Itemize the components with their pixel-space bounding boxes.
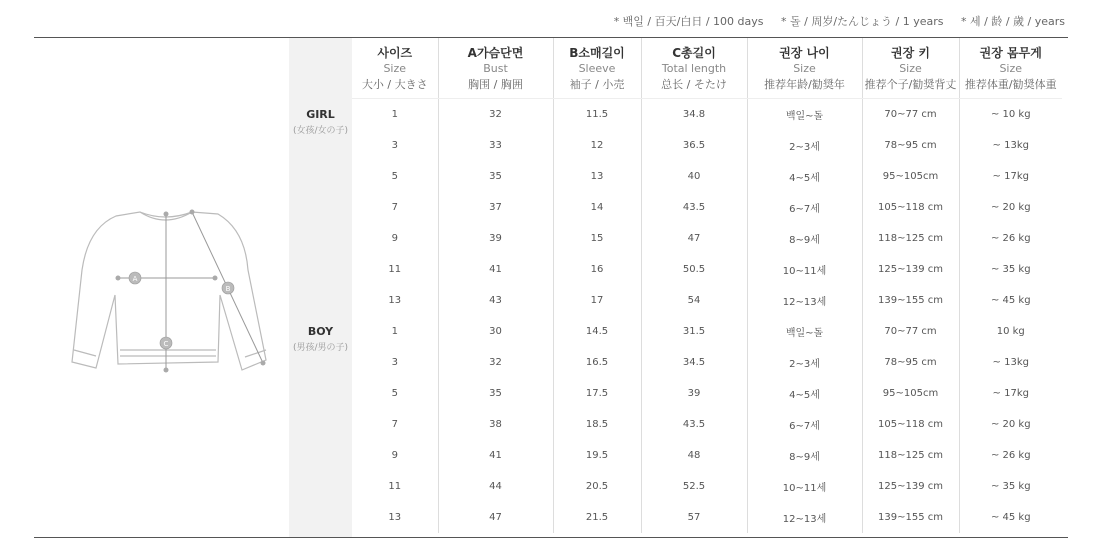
- table-cell: ~ 20 kg: [990, 202, 1031, 213]
- column-header-t2: Total length: [661, 62, 727, 75]
- column-header: [438, 38, 553, 99]
- table-row: [352, 130, 1062, 161]
- table-cell: 5: [352, 378, 438, 409]
- column-header-t1: 권장 나이: [779, 46, 830, 60]
- column-header-t2: Size: [999, 62, 1023, 75]
- table-cell: 43.5: [641, 409, 747, 440]
- table-cell: ~ 26 kg: [990, 450, 1031, 461]
- table-cell: 17: [553, 285, 641, 316]
- table-cell: 8~9세: [747, 223, 862, 254]
- table-cell: 7: [352, 192, 438, 223]
- table-cell: 57: [641, 502, 747, 533]
- group-girl: [289, 108, 352, 136]
- table-cell: 35: [438, 161, 553, 192]
- table-cell: 14: [553, 192, 641, 223]
- column-header: [959, 38, 1062, 99]
- table-cell: 52.5: [641, 471, 747, 502]
- size-legend: [600, 13, 1065, 29]
- column-header-t1: C총길이: [672, 46, 716, 60]
- table-cell: 41: [438, 254, 553, 285]
- column-header-t3: 大小 / 大きさ: [361, 78, 428, 91]
- table-cell: 16: [553, 254, 641, 285]
- table-body: [352, 99, 1062, 534]
- table-row: [352, 471, 1062, 502]
- column-header-t2: Sleeve: [578, 62, 616, 75]
- table-row: [352, 223, 1062, 254]
- table-cell: 47: [641, 223, 747, 254]
- table-cell: 105~118 cm: [862, 409, 959, 440]
- table-cell: 5: [352, 161, 438, 192]
- table-cell: 43: [438, 285, 553, 316]
- table-cell: 40: [641, 161, 747, 192]
- table-cell: 41: [438, 440, 553, 471]
- table-cell: 21.5: [553, 502, 641, 533]
- column-header-t2: Bust: [483, 62, 508, 75]
- marker-b-label: B: [225, 285, 231, 293]
- table-cell: ~ 13kg: [992, 140, 1029, 151]
- table-row: [352, 99, 1062, 131]
- legend-100days: * 백일 / 百天/白日 / 100 days: [613, 15, 764, 28]
- table-cell: 34.5: [641, 347, 747, 378]
- column-header-t1: A가슴단면: [467, 46, 524, 60]
- column-header: [641, 38, 747, 99]
- table-cell: 2~3세: [747, 347, 862, 378]
- table-cell: 118~125 cm: [862, 223, 959, 254]
- table-cell: 48: [641, 440, 747, 471]
- table-cell: 3: [352, 130, 438, 161]
- table-cell: ~ 45 kg: [990, 512, 1031, 523]
- table-row: [352, 409, 1062, 440]
- table-cell: 4~5세: [747, 378, 862, 409]
- table-cell: 33: [438, 130, 553, 161]
- table-cell: 70~77 cm: [862, 316, 959, 347]
- table-cell: 13: [352, 502, 438, 533]
- table-row: [352, 378, 1062, 409]
- table-cell: 35: [438, 378, 553, 409]
- column-header-t3: 推荐年龄/勧奨年: [764, 78, 845, 91]
- bottom-divider: [34, 537, 1068, 538]
- column-header-t1: 사이즈: [377, 46, 413, 60]
- table-cell: 9: [352, 440, 438, 471]
- table-cell: 39: [438, 223, 553, 254]
- sweater-measurement-diagram: [60, 200, 280, 385]
- column-header-t3: 推荐体重/勧奨体重: [964, 78, 1057, 91]
- table-cell: 16.5: [553, 347, 641, 378]
- table-cell: 14.5: [553, 316, 641, 347]
- table-cell: 78~95 cm: [862, 130, 959, 161]
- table-cell: 70~77 cm: [862, 99, 959, 131]
- table-cell: 15: [553, 223, 641, 254]
- table-cell: 125~139 cm: [862, 254, 959, 285]
- table-cell: 18.5: [553, 409, 641, 440]
- table-cell: 6~7세: [747, 409, 862, 440]
- group-girl-subtitle: (女孩/女の子): [292, 126, 349, 136]
- table-cell: 10 kg: [996, 326, 1025, 337]
- column-header: [553, 38, 641, 99]
- legend-years: * 세 / 龄 / 歲 / years: [961, 15, 1065, 28]
- table-cell: 118~125 cm: [862, 440, 959, 471]
- table-row: [352, 502, 1062, 533]
- table-cell: 19.5: [553, 440, 641, 471]
- table-cell: 37: [438, 192, 553, 223]
- marker-c-label: C: [163, 340, 169, 348]
- table-cell: ~ 10 kg: [990, 109, 1031, 120]
- table-cell: 32: [438, 99, 553, 131]
- table-cell: 139~155 cm: [862, 502, 959, 533]
- column-header-t1: B소매길이: [569, 46, 625, 60]
- group-girl-title: GIRL: [306, 108, 335, 121]
- table-cell: 50.5: [641, 254, 747, 285]
- table-cell: 95~105cm: [862, 378, 959, 409]
- table-cell: 4~5세: [747, 161, 862, 192]
- group-boy-title: BOY: [307, 325, 334, 338]
- legend-1year: * 돌 / 周岁/たんじょう / 1 years: [781, 15, 944, 28]
- header-row: [352, 38, 1062, 99]
- table-cell: 11: [352, 471, 438, 502]
- table-cell: 43.5: [641, 192, 747, 223]
- table-cell: 7: [352, 409, 438, 440]
- table-cell: 8~9세: [747, 440, 862, 471]
- table-cell: 139~155 cm: [862, 285, 959, 316]
- table-cell: 39: [641, 378, 747, 409]
- table-cell: 10~11세: [747, 254, 862, 285]
- table-cell: 9: [352, 223, 438, 254]
- table-cell: ~ 13kg: [992, 357, 1029, 368]
- table-cell: 30: [438, 316, 553, 347]
- table-cell: 3: [352, 347, 438, 378]
- table-row: [352, 285, 1062, 316]
- column-header-t2: Size: [383, 62, 407, 75]
- table-cell: ~ 45 kg: [990, 295, 1031, 306]
- table-cell: 54: [641, 285, 747, 316]
- column-header-t3: 胸围 / 胸囲: [468, 78, 523, 91]
- group-boy-subtitle: (男孩/男の子): [292, 343, 349, 353]
- table-cell: 20.5: [553, 471, 641, 502]
- table-cell: ~ 20 kg: [990, 419, 1031, 430]
- table-cell: 125~139 cm: [862, 471, 959, 502]
- table-cell: ~ 17kg: [992, 388, 1029, 399]
- table-cell: 47: [438, 502, 553, 533]
- column-header-t2: Size: [793, 62, 816, 75]
- table-cell: 95~105cm: [862, 161, 959, 192]
- table-cell: 백일~돌: [747, 316, 862, 347]
- table-row: [352, 161, 1062, 192]
- table-cell: ~ 26 kg: [990, 233, 1031, 244]
- table-cell: 38: [438, 409, 553, 440]
- table-cell: 31.5: [641, 316, 747, 347]
- table-cell: 13: [553, 161, 641, 192]
- table-row: [352, 347, 1062, 378]
- column-header-t3: 袖子 / 小売: [569, 78, 625, 91]
- table-cell: 105~118 cm: [862, 192, 959, 223]
- table-cell: 44: [438, 471, 553, 502]
- marker-a-label: A: [132, 275, 138, 283]
- column-header-t3: 推荐个子/勧奨背丈: [864, 78, 957, 91]
- column-header-t1: 권장 키: [891, 46, 930, 60]
- table-cell: 2~3세: [747, 130, 862, 161]
- table-cell: 1: [352, 99, 438, 131]
- table-cell: 12~13세: [747, 285, 862, 316]
- table-row: [352, 316, 1062, 347]
- group-boy: [289, 325, 352, 353]
- table-cell: 11: [352, 254, 438, 285]
- table-cell: 6~7세: [747, 192, 862, 223]
- table-cell: 10~11세: [747, 471, 862, 502]
- column-header-t2: Size: [899, 62, 922, 75]
- table-cell: 11.5: [553, 99, 641, 131]
- table-cell: 1: [352, 316, 438, 347]
- table-cell: ~ 35 kg: [990, 481, 1031, 492]
- column-header: [862, 38, 959, 99]
- table-cell: 32: [438, 347, 553, 378]
- column-header: [747, 38, 862, 99]
- table-cell: 13: [352, 285, 438, 316]
- table-cell: 백일~돌: [747, 99, 862, 131]
- table-row: [352, 254, 1062, 285]
- table-cell: ~ 35 kg: [990, 264, 1031, 275]
- column-header-t3: 总长 / そたけ: [661, 78, 727, 91]
- table-row: [352, 192, 1062, 223]
- table-cell: 12~13세: [747, 502, 862, 533]
- table-cell: ~ 17kg: [992, 171, 1029, 182]
- column-header-t1: 권장 몸무게: [979, 46, 1042, 60]
- table-cell: 34.8: [641, 99, 747, 131]
- column-header: [352, 38, 438, 99]
- table-cell: 12: [553, 130, 641, 161]
- table-cell: 36.5: [641, 130, 747, 161]
- size-chart-table: [352, 38, 1062, 533]
- table-cell: 78~95 cm: [862, 347, 959, 378]
- table-cell: 17.5: [553, 378, 641, 409]
- table-row: [352, 440, 1062, 471]
